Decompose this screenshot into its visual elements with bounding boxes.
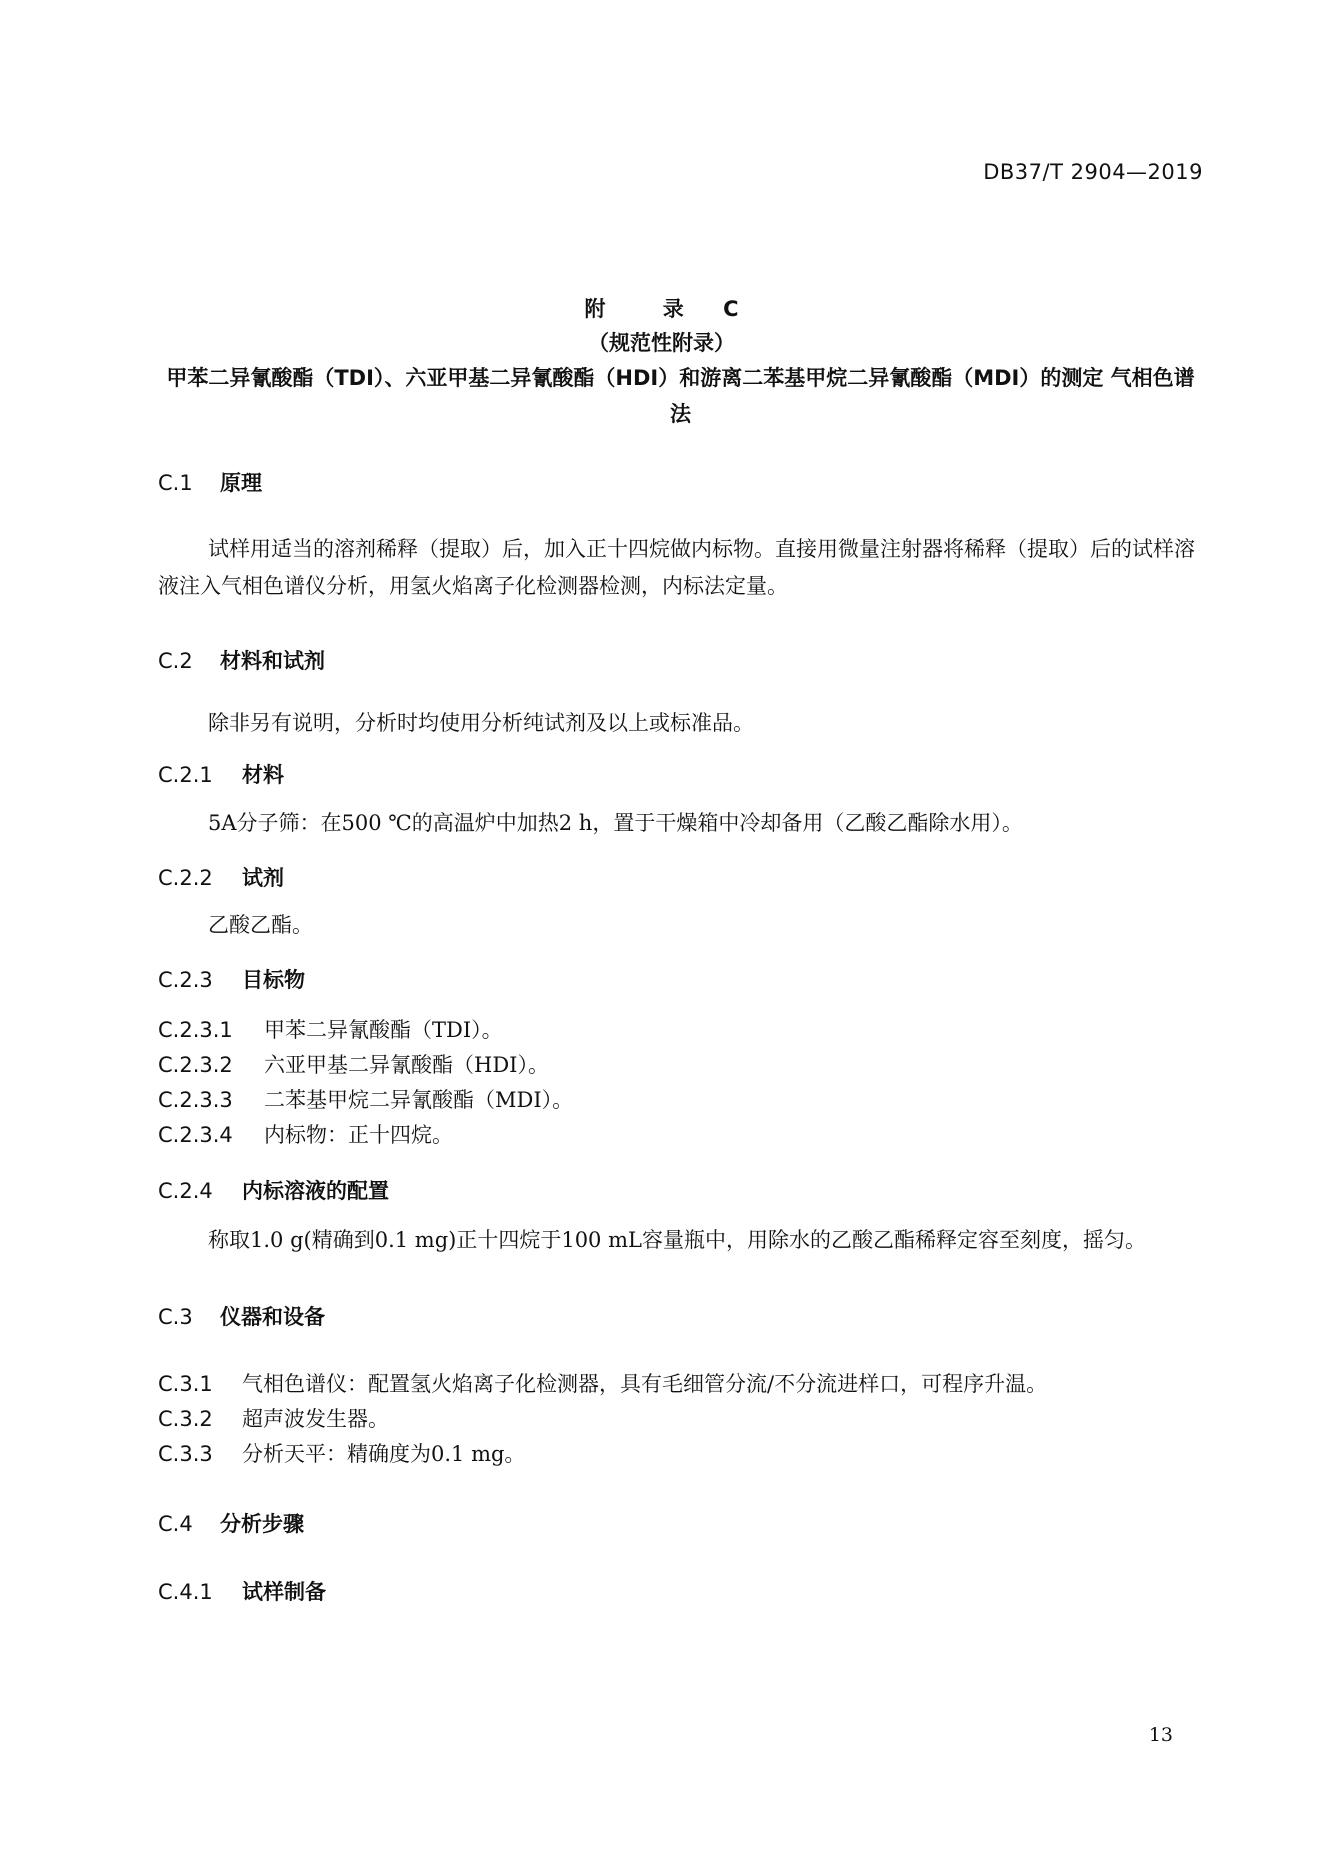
section-title: 材料 xyxy=(242,763,284,787)
item-text: 六亚甲基二异氰酸酯（HDI）。 xyxy=(264,1053,549,1077)
section-heading-c24 xyxy=(158,1175,389,1205)
item-number: C.3.1 xyxy=(158,1372,213,1396)
paragraph-c1: 试样用适当的溶剂稀释（提取）后，加入正十四烷做内标物。直接用微量注射器将稀释（提取）后的试样溶液注入气相色谱仪分析，用氢火焰离子化检测器检测，内标法定量。 xyxy=(158,537,1195,598)
section-title: 目标物 xyxy=(242,968,305,992)
section-number: C.4.1 xyxy=(158,1580,213,1604)
item-number: C.2.3.3 xyxy=(158,1088,233,1112)
section-title: 内标溶液的配置 xyxy=(242,1179,389,1203)
section-title: 试剂 xyxy=(242,866,284,890)
section-number: C.2.3 xyxy=(158,968,213,992)
section-title: 原理 xyxy=(220,471,262,495)
section-number: C.2.4 xyxy=(158,1179,213,1203)
list-item xyxy=(158,1119,453,1149)
annex-label xyxy=(0,293,1323,323)
section-heading-c23 xyxy=(158,964,305,994)
section-number: C.4 xyxy=(158,1512,193,1536)
section-heading-c1 xyxy=(158,467,262,497)
section-title: 试样制备 xyxy=(242,1580,326,1604)
section-number: C.1 xyxy=(158,471,193,495)
section-heading-c4 xyxy=(158,1508,304,1538)
section-heading-c3 xyxy=(158,1301,325,1331)
paragraph-c2: 除非另有说明，分析时均使用分析纯试剂及以上或标准品。 xyxy=(208,711,754,735)
list-item xyxy=(158,1084,573,1114)
item-text: 甲苯二异氰酸酯（TDI）。 xyxy=(264,1018,503,1042)
item-text: 气相色谱仪：配置氢火焰离子化检测器，具有毛细管分流/不分流进样口，可程序升温。 xyxy=(242,1372,1048,1396)
section-heading-c2 xyxy=(158,645,325,675)
section-title: 仪器和设备 xyxy=(220,1305,325,1329)
page-number: 13 xyxy=(1148,1724,1173,1746)
list-item xyxy=(158,1014,503,1044)
item-number: C.3.2 xyxy=(158,1407,213,1431)
paragraph-c24: 称取1.0 g(精确到0.1 mg)正十四烷于100 mL容量瓶中，用除水的乙酸乙酯稀释定容至刻度，摇匀。 xyxy=(208,1228,1146,1252)
section-number: C.3 xyxy=(158,1305,193,1329)
item-text: 内标物：正十四烷。 xyxy=(264,1123,453,1147)
section-number: C.2.2 xyxy=(158,866,213,890)
list-item xyxy=(158,1368,1047,1398)
item-number: C.3.3 xyxy=(158,1442,213,1466)
item-number: C.2.3.4 xyxy=(158,1123,233,1147)
paragraph-c22: 乙酸乙酯。 xyxy=(208,913,313,937)
section-heading-c22 xyxy=(158,862,284,892)
section-number: C.2 xyxy=(158,649,193,673)
item-text: 超声波发生器。 xyxy=(242,1407,389,1431)
item-text: 二苯基甲烷二异氰酸酯（MDI）。 xyxy=(264,1088,574,1112)
section-heading-c21 xyxy=(158,759,284,789)
section-title: 材料和试剂 xyxy=(220,649,325,673)
item-number: C.2.3.1 xyxy=(158,1018,233,1042)
doc-number: DB37/T 2904—2019 xyxy=(983,160,1203,184)
section-number: C.2.1 xyxy=(158,763,213,787)
list-item xyxy=(158,1438,525,1468)
item-number: C.2.3.2 xyxy=(158,1053,233,1077)
section-title: 分析步骤 xyxy=(220,1512,304,1536)
annex-label-word: 附 录 xyxy=(584,297,702,321)
annex-title: 甲苯二异氰酸酯（TDI）、六亚甲基二异氰酸酯（HDI）和游离二苯基甲烷二异氰酸酯（MDI）的测定 气相色谱法 xyxy=(166,366,1195,426)
paragraph-c21: 5A分子筛：在500 ℃的高温炉中加热2 h，置于干燥箱中冷却备用（乙酸乙酯除水用）。 xyxy=(208,811,1023,835)
list-item xyxy=(158,1403,389,1433)
annex-label-letter: C xyxy=(723,297,739,321)
section-heading-c41 xyxy=(158,1576,326,1606)
annex-nature: （规范性附录） xyxy=(588,331,735,355)
list-item xyxy=(158,1049,549,1079)
item-text: 分析天平：精确度为0.1 mg。 xyxy=(242,1442,526,1466)
